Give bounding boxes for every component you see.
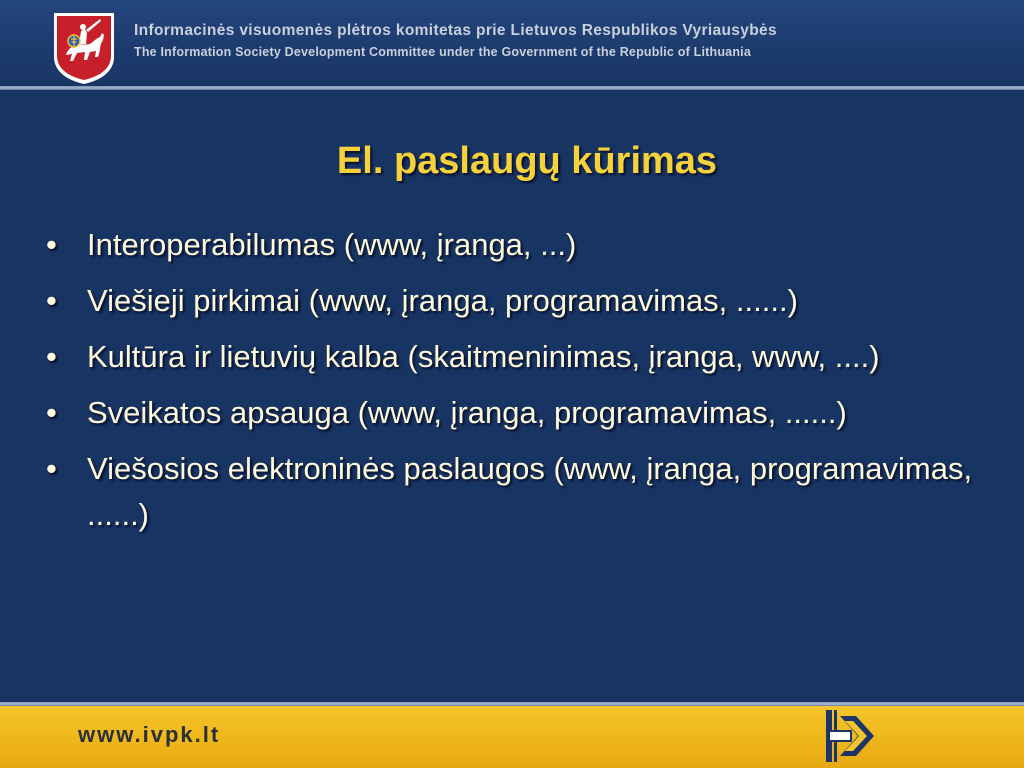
bullet-marker: •	[46, 339, 57, 374]
lithuanian-coat-of-arms-icon	[52, 11, 116, 85]
bullet-list	[44, 222, 1004, 548]
website-link[interactable]: www.ivpk.lt	[78, 722, 221, 747]
bullet-text: Viešosios elektroninės paslaugos (www, įranga, programavimas, ......)	[87, 451, 973, 532]
double-arrow-right-icon	[826, 710, 878, 762]
bullet-text: Sveikatos apsauga (www, įranga, programavimas, ......)	[87, 395, 847, 430]
committee-name-en: The Information Society Development Committee under the Government of the Republic of Lithuania	[134, 45, 751, 59]
bullet-marker: •	[46, 451, 57, 486]
bullet-text: Interoperabilumas (www, įranga, ...)	[87, 227, 577, 262]
footer-bar	[0, 706, 1024, 768]
bullet-item	[44, 390, 1004, 436]
bullet-text: Kultūra ir lietuvių kalba (skaitmeninimas, įranga, www, ....)	[87, 339, 880, 374]
committee-name-lt: Informacinės visuomenės plėtros komitetas prie Lietuvos Respublikos Vyriausybės	[134, 22, 777, 39]
bullet-item	[44, 334, 1004, 380]
bullet-item	[44, 446, 1004, 538]
bullet-marker: •	[46, 227, 57, 262]
bullet-marker: •	[46, 283, 57, 318]
bullet-marker: •	[46, 395, 57, 430]
slide-title: El. paslaugų kūrimas	[336, 140, 718, 182]
bullet-text: Viešieji pirkimai (www, įranga, programavimas, ......)	[87, 283, 798, 318]
header-bar	[0, 0, 1024, 90]
bullet-item	[44, 222, 1004, 268]
bullet-item	[44, 278, 1004, 324]
